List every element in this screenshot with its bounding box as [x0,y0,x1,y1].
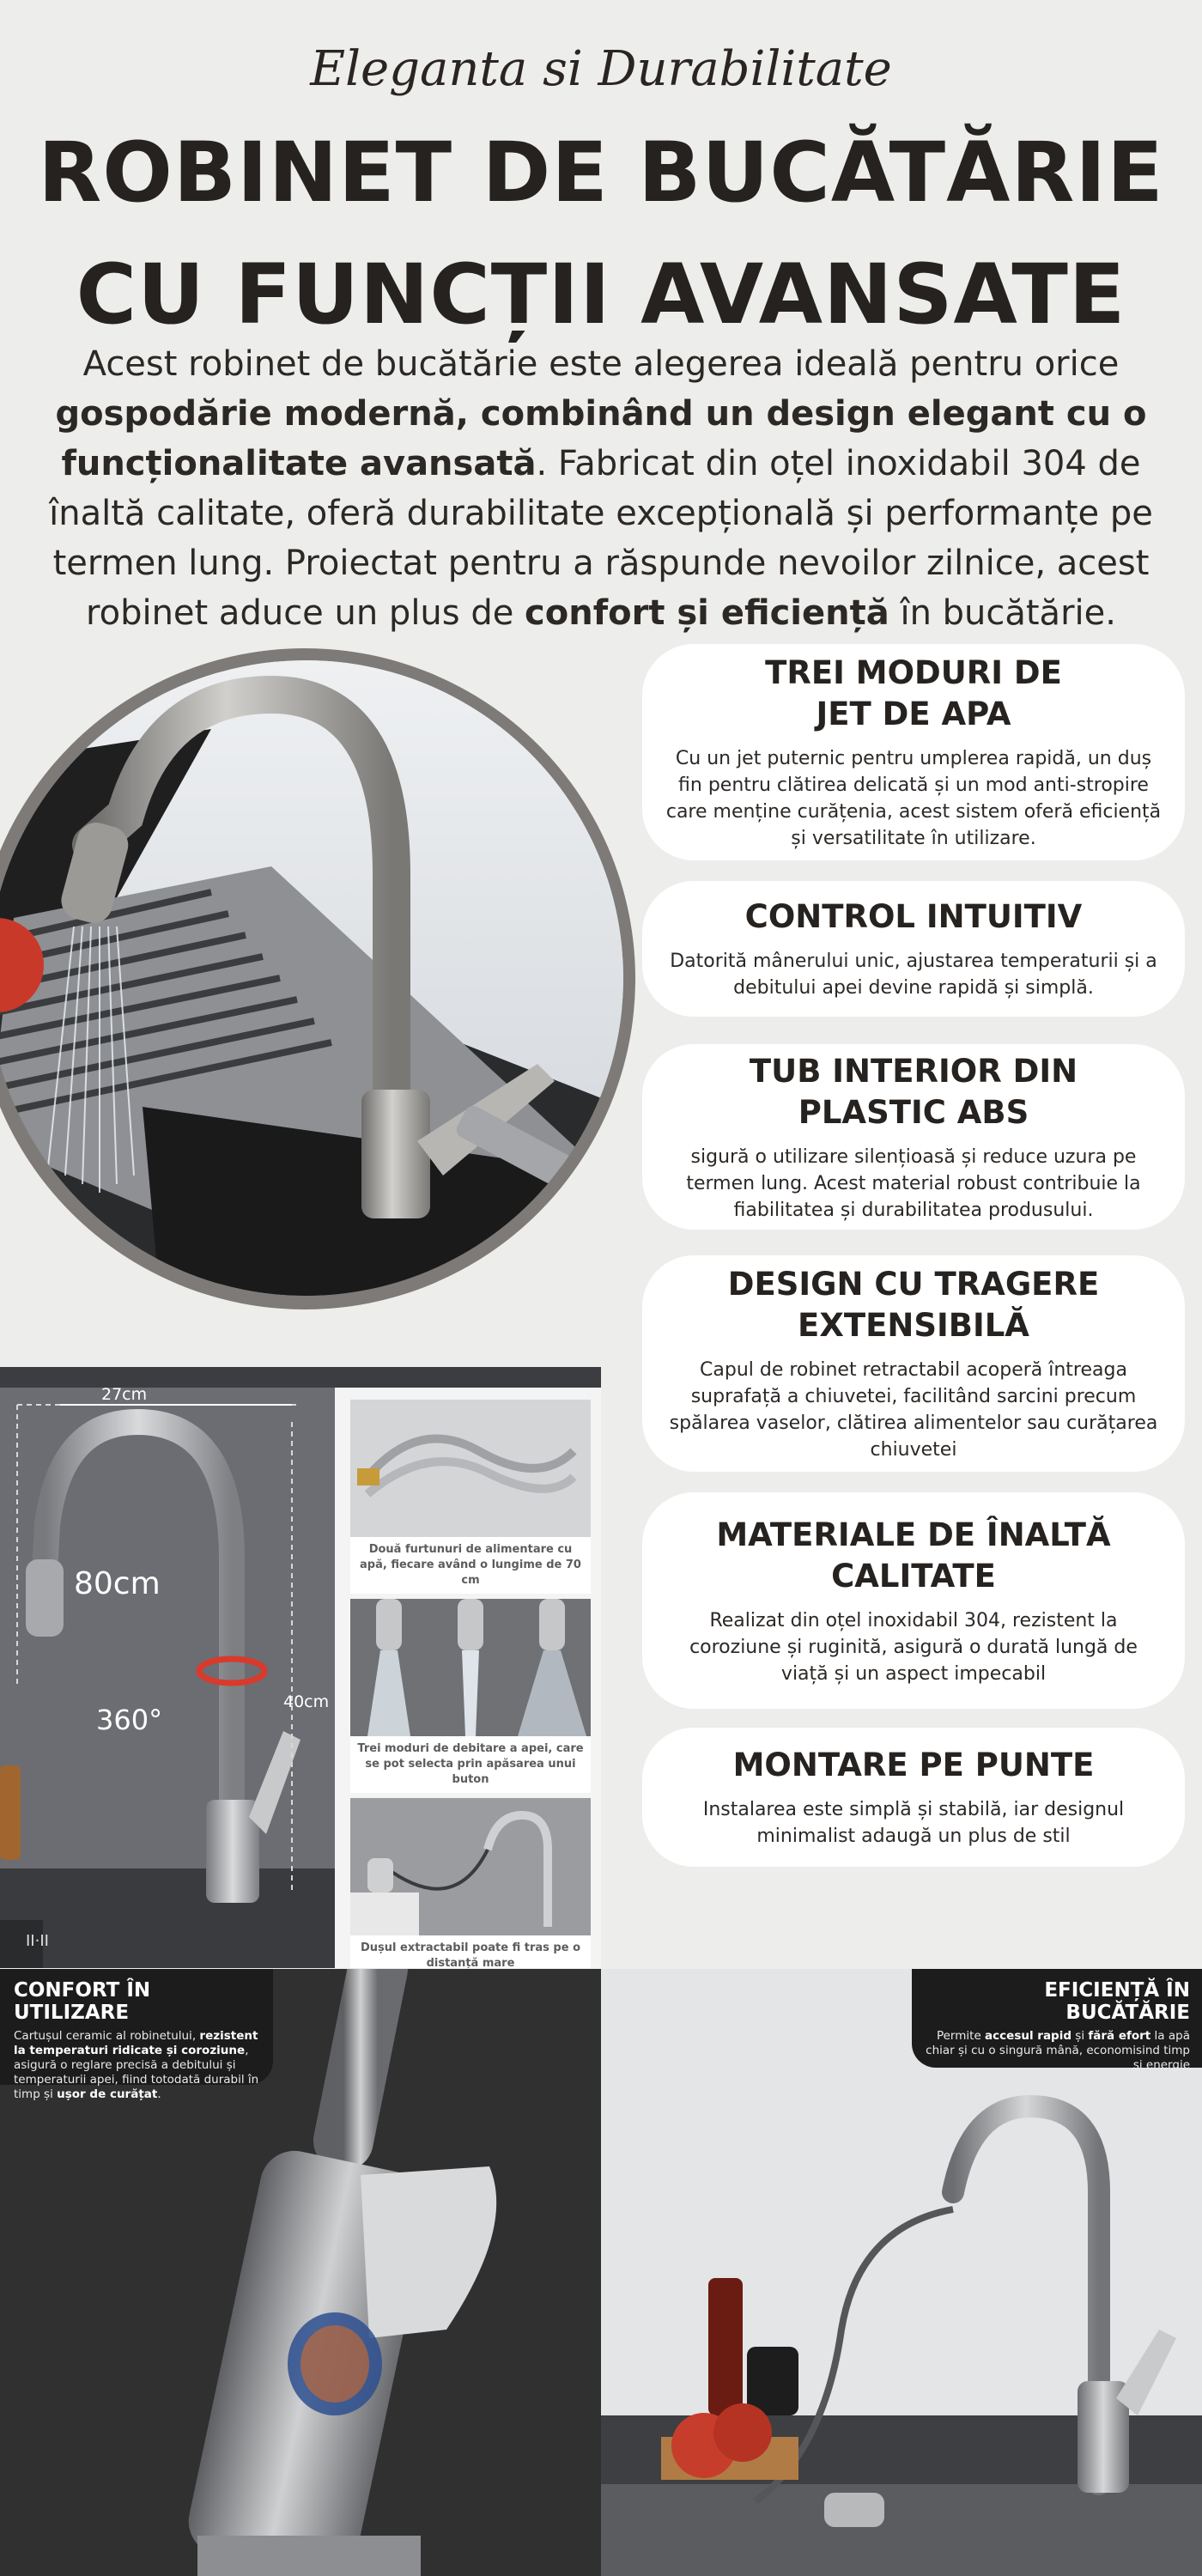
feature-text: sigură o utilizare silențioasă și reduce uzura pe termen lung. Acest material robust contribuie la fiabilitatea și durabilitatea produsului. [686,1145,1141,1221]
tagline: Eleganta si Durabilitate [310,41,892,97]
thumb-pull-out-image [350,1798,591,1935]
rotation-label: 360° [96,1704,163,1736]
thumb-spray-modes-caption: Trei moduri de debitare a apei, care se pot selecta prin apăsarea unui buton [357,1742,584,1786]
thumb-spray-modes-image [350,1599,591,1736]
comfort-title: CONFORT ÎN UTILIZARE [14,1979,151,2024]
intro-paragraph [43,339,1159,638]
comfort-bold-1: rezistent la temperaturi ridicate și coroziune [14,2029,258,2057]
thumb-pull-out [350,1798,591,1968]
pull-out-illustration [350,1798,591,1935]
comfort-text-3: . [157,2087,161,2101]
thumb-hoses-image [350,1400,591,1537]
efficiency-bold-1: accesul rapid [985,2029,1072,2043]
efficiency-info-box [912,1969,1202,2072]
height-label: 40cm [283,1692,330,1711]
comfort-text-2: , asigură o reglare precisă a debitului și temperaturii apei, fiind totodată durabil în timp și [14,2044,259,2101]
spec-dimensions-photo [0,1388,335,1968]
feature-title: TUB INTERIOR DIN PLASTIC ABS [749,1052,1078,1131]
width-label: 27cm [101,1388,148,1404]
thumb-spray-modes [350,1599,591,1793]
title-line-2: CU FUNCȚII AVANSATE [76,246,1126,343]
feature-title: CONTROL INTUITIV [744,898,1083,935]
intro-bold-1: gospodărie modernă, combinând un design elegant cu o funcționalitate avansată [55,394,1147,483]
intro-bold-2: confort și eficiență [525,593,889,633]
feature-title: DESIGN CU TRAGERE EXTENSIBILĂ [727,1266,1100,1344]
thumb-pull-out-caption: Dușul extractabil poate fi tras pe o distanță mare [360,1941,581,1968]
page-title [0,112,1202,355]
spray-modes-illustration [350,1599,591,1736]
feature-text: Instalarea este simplă și stabilă, iar designul minimalist adaugă un plus de stil [702,1799,1125,1847]
spec-top-strip [0,1367,601,1388]
spice-jar [0,1765,21,1860]
brand-mark: II·II [26,1932,49,1950]
feature-card-deck-mount [642,1728,1185,1867]
intro-text-2: . Fabricat din oțel inoxidabil 304 de înaltă calitate, oferă durabilitate excepțională și performanțe pe termen lung. Proiectat pentru a răspunde nevoilor zilnice, acest robinet aduce un plus de [49,444,1153,633]
faucet-circle-photo [0,648,635,1309]
faucet-dimensions-illustration [0,1388,335,1968]
feature-card-intuitive-control [642,881,1185,1017]
spec-thumbnails [335,1388,601,1968]
intro-text-1: Acest robinet de bucătărie este alegerea ideală pentru orice [82,344,1120,384]
thumb-hoses-caption: Două furtunuri de alimentare cu apă, fiecare având o lungime de 70 cm [360,1543,581,1587]
feature-card-pull-out-design [642,1255,1185,1472]
hose-illustration [350,1400,591,1537]
feature-text: Realizat din oțel inoxidabil 304, rezistent la coroziune și ruginită, asigură o durată lungă de viață și un aspect impecabil [689,1609,1138,1685]
feature-title: MONTARE PE PUNTE [732,1747,1095,1783]
faucet-sink-illustration [0,660,623,1296]
feature-title: TREI MODURI DE JET DE APA [765,654,1062,732]
title-line-1: ROBINET DE BUCĂTĂRIE [38,125,1164,221]
feature-card-abs-tube [642,1044,1185,1230]
feature-text: Capul de robinet retractabil acoperă întreaga suprafață a chiuvetei, facilitând sarcini precum spălarea vaselor, clătirea alimentelor sau curățarea chiuvetei [669,1359,1158,1461]
pull-length-label: 80cm [74,1566,161,1601]
efficiency-text-3: la apă chiar și cu o singură mână, economisind timp și energie [926,2029,1190,2072]
efficiency-text-1: Permite [936,2029,986,2043]
intro-text-3: în bucătărie. [889,593,1116,633]
comfort-info-box [0,1969,273,2101]
circle-photo-content [0,660,623,1296]
comfort-text [14,2029,259,2102]
apple-icon [713,2403,772,2462]
feature-text: Datorită mânerului unic, ajustarea temperaturii și a debitului apei devine rapidă și simplă. [670,951,1157,999]
feature-card-jet-modes [642,644,1185,860]
efficiency-bold-2: fără efort [1088,2029,1151,2043]
feature-card-materials [642,1492,1185,1709]
efficiency-text-2: și [1071,2029,1089,2043]
efficiency-text [924,2029,1190,2073]
comfort-bold-2: ușor de curățat [57,2087,158,2101]
comfort-text-1: Cartușul ceramic al robinetului, [14,2029,200,2043]
feature-title: MATERIALE DE ÎNALTĂ CALITATE [716,1516,1111,1595]
jar [747,2347,798,2415]
bottle [708,2278,743,2415]
spec-panel [0,1367,601,1968]
efficiency-title: EFICIENȚĂ ÎN BUCĂTĂRIE [1044,1979,1190,2024]
feature-text: Cu un jet puternic pentru umplerea rapidă, un duș fin pentru clătirea delicată și un mod anti-stropire care menține curățenia, acest sistem oferă eficiență și versatilitate în utilizare. [665,748,1162,849]
thumb-hoses [350,1400,591,1594]
